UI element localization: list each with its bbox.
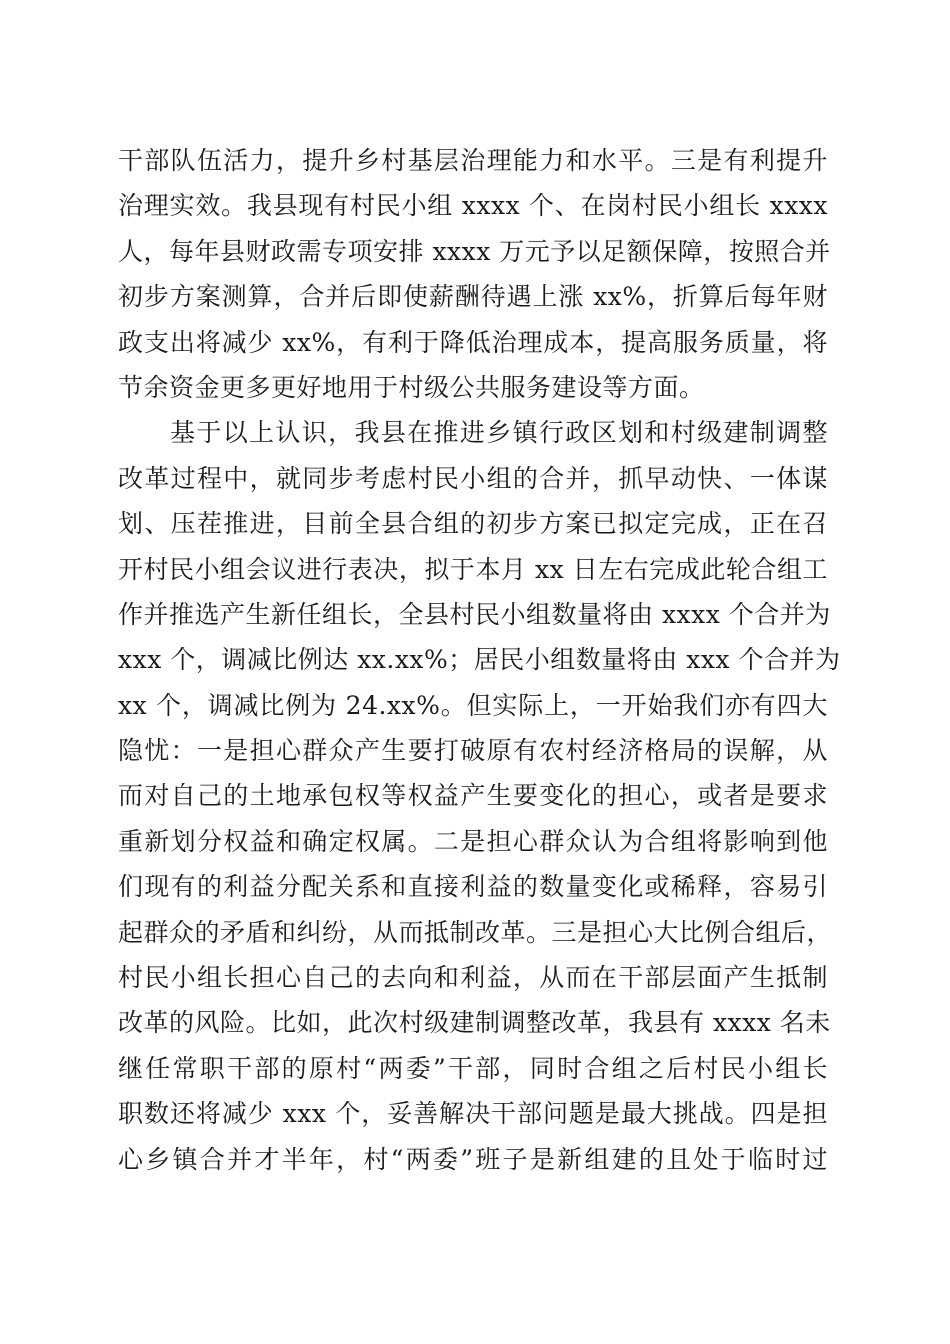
text-line-23: 心乡镇合并才半年，村“两委”班子是新组建的且处于临时过 [118,1144,828,1174]
text-line-8: 改革过程中，就同步考虑村民小组的合并，抓早动快、一体谋 [118,463,828,493]
text-line-22: 职数还将减少 xxx 个，妥善解决干部问题是最大挑战。四是担 [118,1099,828,1129]
text-line-15: 而对自己的土地承包权等权益产生要变化的担心，或者是要求 [118,781,828,811]
paragraph-start-line: 基于以上认识，我县在推进乡镇行政区划和村级建制调整 [170,418,828,448]
text-line-9: 划、压茬推进，目前全县合组的初步方案已拟定完成，正在召 [118,509,828,539]
text-line-20: 改革的风险。比如，此次村级建制调整改革，我县有 xxxx 名未 [118,1008,831,1038]
text-line-12: xxx 个，调减比例达 xx.xx%；居民小组数量将由 xxx 个合并为 [118,645,841,675]
text-line-16: 重新划分权益和确定权属。二是担心群众认为合组将影响到他 [118,826,828,856]
body-text [118,138,841,1182]
text-line-6: 节余资金更多更好地用于村级公共服务建设等方面。 [118,372,705,402]
text-line-19: 村民小组长担心自己的去向和利益，从而在干部层面产生抵制 [118,963,828,993]
text-line-17: 们现有的利益分配关系和直接利益的数量变化或稀释，容易引 [118,872,828,902]
text-line-21: 继任常职干部的原村“两委”干部，同时合组之后村民小组长 [118,1053,828,1083]
text-line-4: 初步方案测算，合并后即使薪酬待遇上涨 xx%，折算后每年财 [118,282,828,312]
text-line-3: 人，每年县财政需专项安排 xxxx 万元予以足额保障，按照合并 [118,236,831,266]
text-line-11: 作并推选产生新任组长，全县村民小组数量将由 xxxx 个合并为 [118,599,831,629]
text-line-1: 干部队伍活力，提升乡村基层治理能力和水平。三是有利提升 [118,146,828,175]
text-line-2: 治理实效。我县现有村民小组 xxxx 个、在岗村民小组长 xxxx [118,191,828,221]
text-line-13: xx 个，调减比例为 24.xx%。但实际上，一开始我们亦有四大 [118,690,828,720]
text-line-18: 起群众的矛盾和纠纷，从而抵制改革。三是担心大比例合组后， [118,917,833,947]
text-line-10: 开村民小组会议进行表决，拟于本月 xx 日左右完成此轮合组工 [118,554,828,584]
text-line-14: 隐忧：一是担心群众产生要打破原有农村经济格局的误解，从 [118,736,828,766]
text-line-5: 政支出将减少 xx%，有利于降低治理成本，提高服务质量，将 [118,327,828,357]
